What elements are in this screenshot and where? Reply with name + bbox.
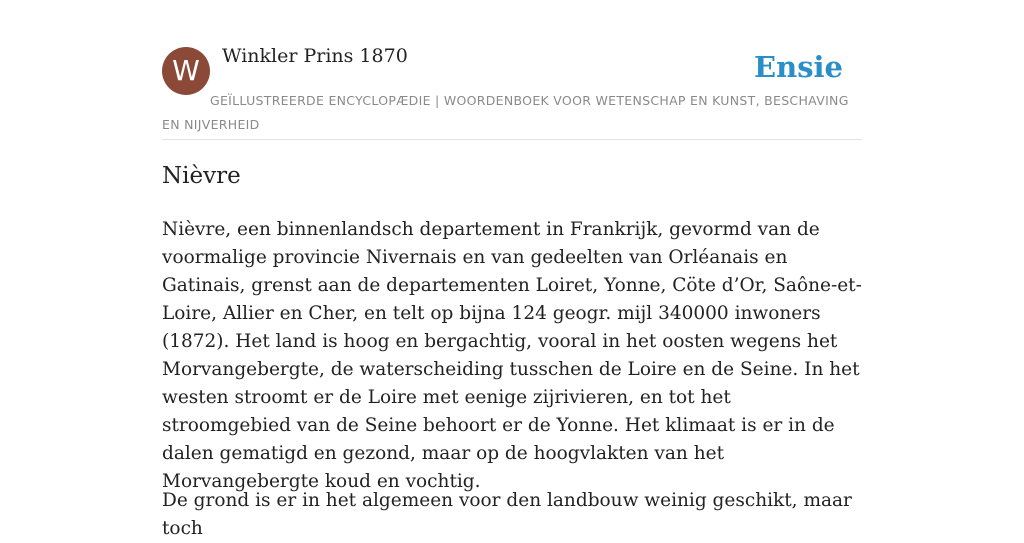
- header-divider: [162, 139, 862, 140]
- source-subtitle: GEÏLLUSTREERDE ENCYCLOPÆDIE | WOORDENBOEK VOOR WETENSCHAP EN KUNST, BESCHAVING EN NIJVERHEID: [162, 93, 849, 132]
- ensie-logo-link[interactable]: Ensie: [754, 50, 843, 84]
- source-avatar[interactable]: W: [162, 47, 210, 95]
- source-title-link[interactable]: Winkler Prins 1870: [222, 45, 408, 67]
- article-paragraph-1: Nièvre, een binnenlandsch departement in Frankrijk, gevormd van de voormalige provincie Nivernais en van gedeelten van Orléanais en Gatinais, grenst aan de departementen Loiret, Yonne, Cöte d’Or, Saône-et-Loire, Allier en Cher, en telt op bijna 124 geogr. mijl 340000 inwoners (1872). Het land is hoog en bergachtig, vooral in het oosten wegens het Morvangebergte, de waterscheiding tusschen de Loire en de Seine. In het westen stroomt er de Loire met eenige zijrivieren, en tot het stroomgebied van de Seine behoort er de Yonne. Het klimaat is er in de dalen gematigd en gezond, maar op de hoogvlakten van het Morvangebergte koud en vochtig.: [162, 219, 862, 492]
- article-paragraph-2: De grond is er in het algemeen voor den landbouw weinig geschikt, maar toch: [162, 490, 852, 539]
- page: [162, 0, 862, 539]
- article-headword: Nièvre: [162, 163, 241, 189]
